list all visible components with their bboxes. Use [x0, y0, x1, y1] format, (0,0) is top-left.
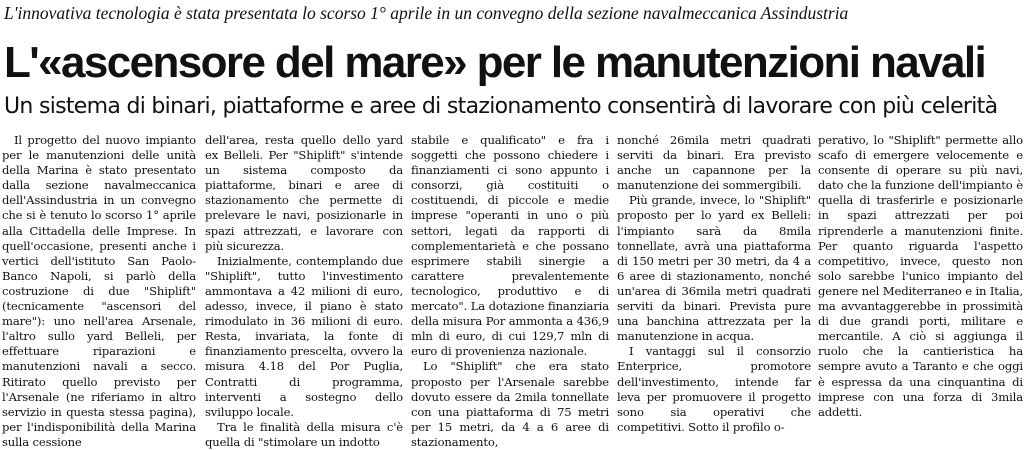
article-kicker: L'innovativa tecnologia è stata presentata lo scorso 1° aprile in un convegno della sezione navalmeccanica Assindustria: [4, 3, 849, 23]
body-paragraph: Tra le finalità della misura c'è quella di "stimolare un indotto: [205, 419, 403, 449]
body-paragraph: I vantaggi sul il consorzio Enterprice, promotore dell'investimento, intende far leva per promuovere il progetto sono sia operativi che competitivi. Sotto il profilo o-: [617, 344, 811, 434]
body-paragraph: Il progetto del nuovo impianto per le manutenzioni delle unità della Marina è stato presentato dalla sezione navalmeccanica dell'Assindustria in un convegno che si è tenuto lo scorso 1° aprile alla Cittadella delle Imprese. In quell'occasione, presenti anche i vertici dell'istituto San Paolo-Banco Napoli, si parlò della costruzione di due "Shiplift" (tecnicamente "ascensori del mare"): uno nell'area Arsenale, l'altro sullo yard Belleli, per effettuare riparazioni e manutenzioni navali a secco. Ritirato quello previsto per l'Arsenale (ne riferiamo in altro servizio in questa stessa pagina), per l'indisponibilità della Marina sulla cessione: [2, 133, 196, 449]
body-column-2: [205, 133, 403, 449]
body-paragraph: Inizialmente, contemplando due "Shiplift", tutto l'investimento ammontava a 42 milioni di euro, adesso, invece, il piano è stato rimodulato in 36 milioni di euro. Resta, invariata, la fonte di finanziamento prescelta, ovvero la misura 4.18 del Por Puglia, Contratti di programma, interventi a sostegno dello sviluppo locale.: [205, 253, 403, 419]
body-column-1: [2, 133, 196, 449]
body-paragraph: nonché 26mila metri quadrati serviti da binari. Era previsto anche un capannone per la manutenzione dei sommergibili.: [617, 133, 811, 193]
article-body: [0, 133, 1026, 449]
body-column-5: [818, 133, 1023, 419]
body-paragraph: perativo, lo "Shiplift" permette allo scafo di emergere velocemente e consente di operare su più navi, dato che la funzione dell'impianto è quella di trasferirle e posizionarle in spazi attrezzati per poi riprenderle a manutenzioni finite. Per quanto riguarda l'aspetto competitivo, invece, questo non solo sarebbe l'unico impianto del genere nel Mediterraneo e in Italia, ma avvantaggerebbe in prossimità di due grandi porti, militare e mercantile. A ciò si aggiunga il ruolo che la cantieristica ha sempre avuto a Taranto e che oggi è espressa da una cinquantina di imprese con una forza di 3mila addetti.: [818, 133, 1023, 419]
body-column-3: [411, 133, 609, 449]
body-paragraph: stabile e qualificato" e fra i soggetti che possono chiedere i finanziamenti ci sono appunto i consorzi, già costituiti o costituendi, di piccole e medie imprese "operanti in uno o più settori, legati da rapporti di complementarietà e che possano esprimere stabili sinergie a carattere prevalentemente tecnologico, produttivo e di mercato". La dotazione finanziaria della misura Por ammonta a 436,9 mln di euro, di cui 129,7 mln di euro di provenienza nazionale.: [411, 133, 609, 359]
body-paragraph: Più grande, invece, lo "Shiplift" proposto per lo yard ex Belleli: l'impianto sarà da 8mila tonnellate, avrà una piattaforma di 150 metri per 30 metri, da 4 a 6 aree di stazionamento, nonché un'area di 36mila metri quadrati serviti da binari. Prevista pure una banchina attrezzata per la manutenzione in acqua.: [617, 193, 811, 344]
body-paragraph: dell'area, resta quello dello yard ex Belleli. Per "Shiplift" s'intende un sistema composto da piattaforme, binari e aree di stazionamento che permette di prelevare le navi, posizionarle in spazi attrezzati, e lavorare con più sicurezza.: [205, 133, 403, 253]
article-subhead: Un sistema di binari, piattaforme e aree di stazionamento consentirà di lavorare con più celerità: [4, 94, 998, 119]
body-column-4: [617, 133, 811, 434]
article-headline: L'«ascensore del mare» per le manutenzioni navali: [4, 38, 986, 87]
body-paragraph: Lo "Shiplift" che era stato proposto per l'Arsenale sarebbe dovuto essere da 2mila tonnellate con una piattaforma di 75 metri per 15 metri, da 4 a 6 aree di stazionamento,: [411, 359, 609, 449]
